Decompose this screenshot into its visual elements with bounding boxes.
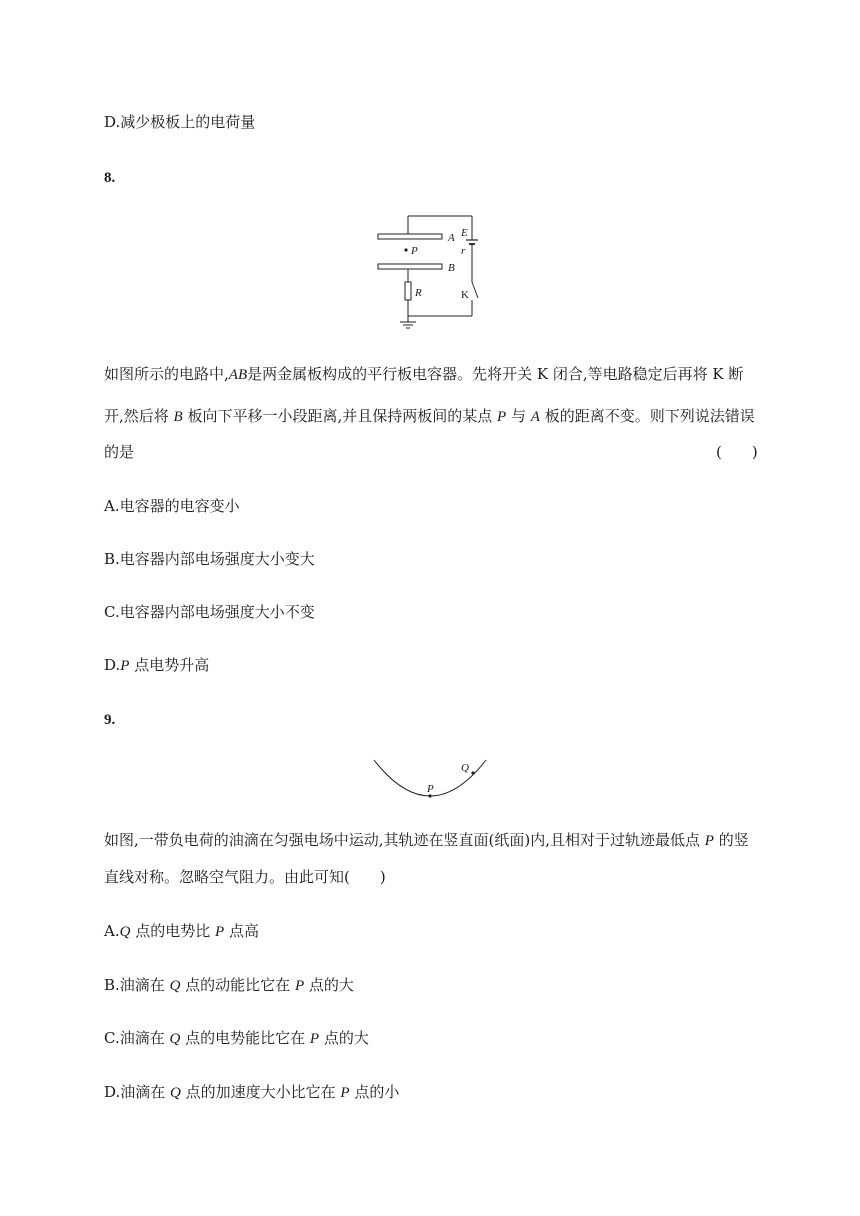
q9-number: 9.: [104, 712, 116, 728]
label-r-internal: r: [461, 245, 466, 257]
label-k: K: [461, 289, 469, 301]
label-e: E: [461, 227, 468, 239]
q8-option-c: C.电容器内部电场强度大小不变: [104, 603, 315, 621]
label-p: P: [411, 245, 418, 257]
label-b: B: [448, 262, 455, 274]
q8-number: 8.: [104, 170, 116, 186]
q9-trajectory-figure: [368, 754, 492, 802]
q9-option-a: A.Q 点的电势比 P 点高: [104, 922, 259, 940]
point-q: [471, 771, 474, 774]
q8-option-d: D.P 点电势升高: [104, 656, 210, 674]
q9-option-b: B.油滴在 Q 点的动能比它在 P 点的大: [104, 976, 354, 994]
q8-stem-line-1: 如图所示的电路中,AB是两金属板构成的平行板电容器。先将开关 K 闭合,等电路稳定后再将 K 断: [104, 365, 744, 383]
label-q: Q: [461, 762, 469, 774]
switch-k: [472, 282, 478, 298]
q8-answer-paren: ( ): [716, 443, 758, 461]
q8-option-b: B.电容器内部电场强度大小变大: [104, 550, 315, 568]
q8-circuit-figure: [370, 210, 490, 334]
q9-option-d: D.油滴在 Q 点的加速度大小比它在 P 点的小: [104, 1083, 400, 1101]
q9-stem-line-1: 如图,一带负电荷的油滴在匀强电场中运动,其轨迹在竖直面(纸面)内,且相对于过轨迹最低点 P 的竖: [104, 831, 749, 849]
q8-stem-line-2: 开,然后将 B 板向下平移一小段距离,并且保持两板间的某点 P 与 A 板的距离不变。则下列说法错误: [104, 407, 755, 425]
q9-option-c: C.油滴在 Q 点的电势能比它在 P 点的大: [104, 1029, 369, 1047]
label-p: P: [427, 783, 434, 795]
q8-stem-line-3: 的是: [104, 443, 135, 461]
q8-option-a: A.电容器的电容变小: [104, 497, 240, 515]
plate-b: [378, 264, 442, 269]
label-r: R: [415, 287, 422, 299]
q9-stem-line-2: 直线对称。忽略空气阻力。由此可知( ): [104, 868, 386, 886]
q7-option-d: D.减少极板上的电荷量: [104, 113, 256, 131]
plate-a: [378, 234, 442, 239]
label-a: A: [448, 232, 455, 244]
point-p: [404, 248, 407, 251]
resistor-r: [405, 282, 411, 300]
